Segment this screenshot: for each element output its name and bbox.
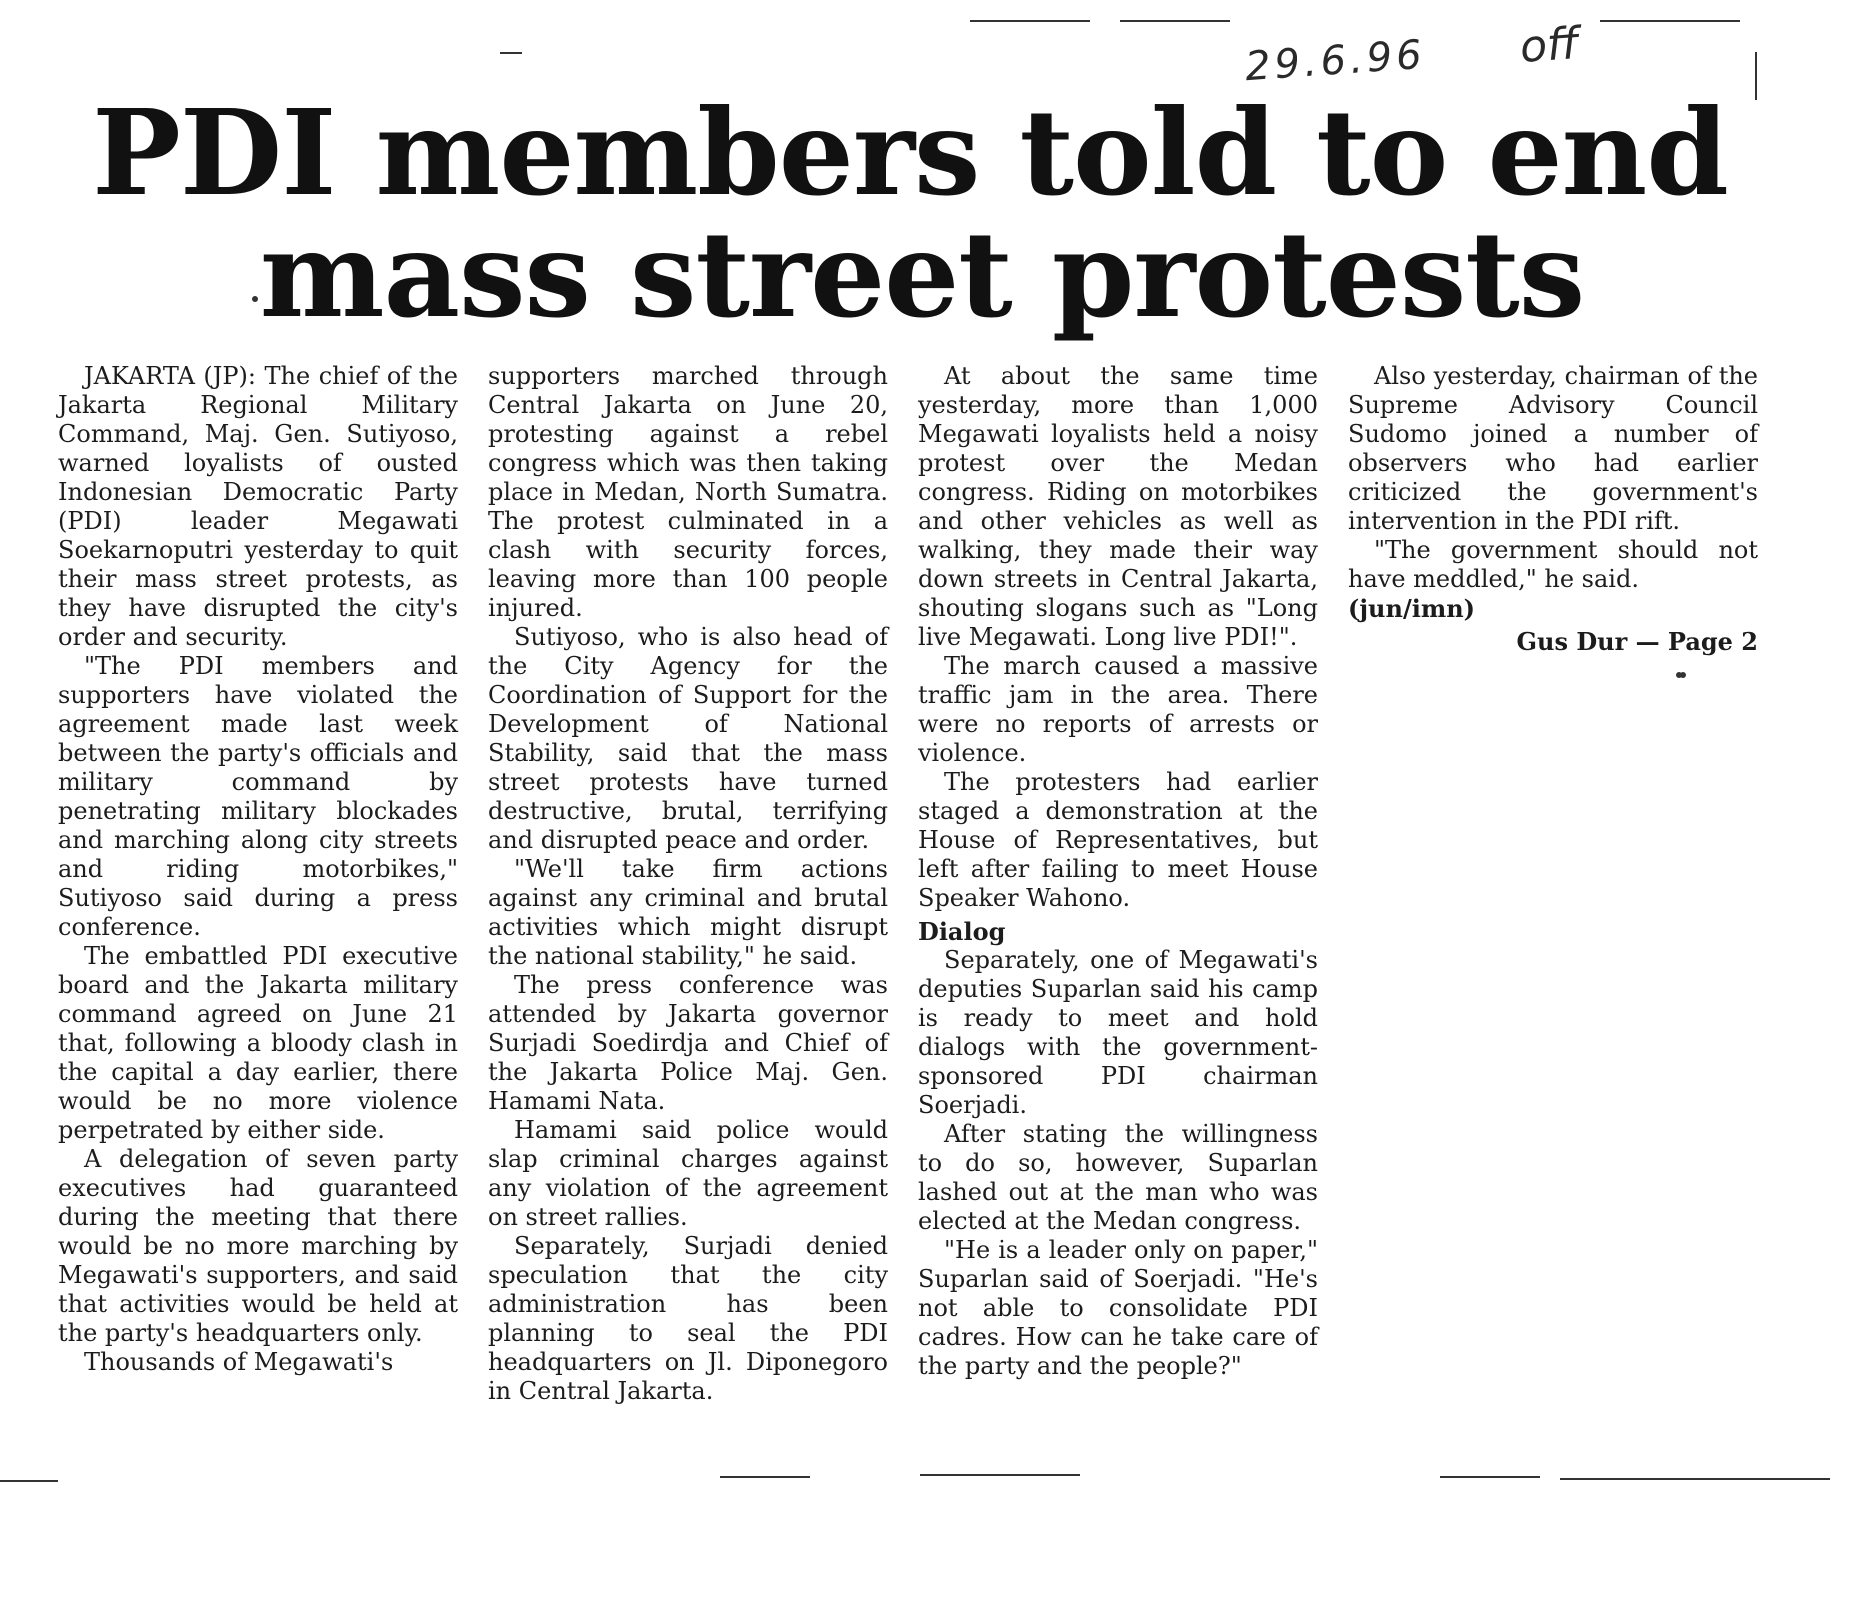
paragraph: Separately, Surjadi denied speculation that the city administration has been planning to seal the PDI headquarters on Jl. Diponegoro in Central Jakarta. bbox=[488, 1232, 888, 1405]
subhead-dialog: Dialog bbox=[918, 917, 1006, 946]
paragraph: At about the same time yesterday, more than 1,000 Megawati loyalists held a noisy protest over the Medan congress. Riding on motorbikes and other vehicles as well as walking, they made their way down streets in Central Jakarta, shouting slogans such as "Long live Megawati. Long live PDI!". bbox=[918, 362, 1318, 651]
continuation-jump: Gus Dur — Page 2 bbox=[1516, 627, 1758, 656]
byline-signature: (jun/imn) bbox=[1348, 594, 1476, 623]
edge-dot bbox=[1676, 672, 1682, 678]
edge-mark bbox=[500, 52, 522, 54]
paragraph: Also yesterday, chairman of the Supreme Advisory Council Sudomo joined a number of observers who had earlier criticized the government's intervention in the PDI rift. bbox=[1348, 362, 1758, 535]
edge-mark bbox=[1440, 1476, 1540, 1478]
edge-mark bbox=[1560, 1478, 1830, 1480]
paragraph: Sutiyoso, who is also head of the City Agency for the Coordination of Support for the Development of National Stability, said that the mass street protests have turned destructive, brutal, terrifying and disrupted peace and order. bbox=[488, 623, 888, 854]
paragraph: The protesters had earlier staged a demonstration at the House of Representatives, but left after failing to meet House Speaker Wahono. bbox=[918, 768, 1318, 912]
paragraph: Thousands of Megawati's bbox=[84, 1348, 394, 1376]
edge-mark bbox=[1120, 20, 1230, 22]
paragraph: "The PDI members and supporters have violated the agreement made last week between the party's officials and military command by penetrating military blockades and marching along city streets and riding motorbikes," Sutiyoso said during a press conference. bbox=[58, 652, 458, 941]
headline-line-2: mass street protests bbox=[259, 205, 1585, 344]
column-2 bbox=[488, 362, 888, 1406]
edge-mark bbox=[720, 1476, 810, 1478]
column-3 bbox=[918, 362, 1318, 1381]
paragraph: JAKARTA (JP): The chief of the Jakarta Regional Military Command, Maj. Gen. Sutiyoso, warned loyalists of ousted Indonesian Democratic Party (PDI) leader Megawati Soekarnoputri yesterday to quit their mass street protests, as they have disrupted the city's order and security. bbox=[58, 362, 458, 651]
edge-mark bbox=[0, 1480, 58, 1482]
column-1 bbox=[58, 362, 458, 1377]
paragraph: The march caused a massive traffic jam in the area. There were no reports of arrests or violence. bbox=[918, 652, 1318, 767]
paragraph: After stating the willingness to do so, however, Suparlan lashed out at the man who was elected at the Medan congress. bbox=[918, 1120, 1318, 1235]
paragraph: The embattled PDI executive board and the Jakarta military command agreed on June 21 that, following a bloody clash in the capital a day earlier, there would be no more violence perpetrated by either side. bbox=[58, 942, 458, 1144]
headline-line-1: PDI members told to end bbox=[92, 83, 1728, 222]
paragraph: "The government should not have meddled," he said. bbox=[1348, 536, 1758, 593]
paragraph: "We'll take firm actions against any criminal and brutal activities which might disrupt the national stability," he said. bbox=[488, 855, 888, 970]
edge-mark bbox=[1755, 52, 1757, 100]
edge-mark bbox=[970, 20, 1090, 22]
handwritten-date: 29.6.96 bbox=[1243, 31, 1428, 91]
paragraph: The press conference was attended by Jakarta governor Surjadi Soedirdja and Chief of the Jakarta Police Maj. Gen. Hamami Nata. bbox=[488, 971, 888, 1115]
handwritten-initials: off bbox=[1518, 18, 1581, 73]
paragraph: Hamami said police would slap criminal charges against any violation of the agreement on street rallies. bbox=[488, 1116, 888, 1231]
edge-dot bbox=[252, 296, 258, 302]
paragraph: Separately, one of Megawati's deputies Suparlan said his camp is ready to meet and hold dialogs with the government-sponsored PDI chairman Soerjadi. bbox=[918, 946, 1318, 1119]
paragraph: "He is a leader only on paper," Suparlan said of Soerjadi. "He's not able to consolidate PDI cadres. How can he take care of the party and the people?" bbox=[918, 1236, 1318, 1380]
edge-mark bbox=[920, 1474, 1080, 1476]
headline bbox=[90, 83, 1730, 344]
paragraph: supporters marched through Central Jakarta on June 20, protesting against a rebel congress which was then taking place in Medan, North Sumatra. The protest culminated in a clash with security forces, leaving more than 100 people injured. bbox=[488, 362, 888, 622]
edge-mark bbox=[1600, 20, 1740, 22]
paragraph: A delegation of seven party executives had guaranteed during the meeting that there would be no more marching by Megawati's supporters, and said that activities would be held at the party's headquarters only. bbox=[58, 1145, 458, 1347]
column-4 bbox=[1348, 362, 1758, 656]
